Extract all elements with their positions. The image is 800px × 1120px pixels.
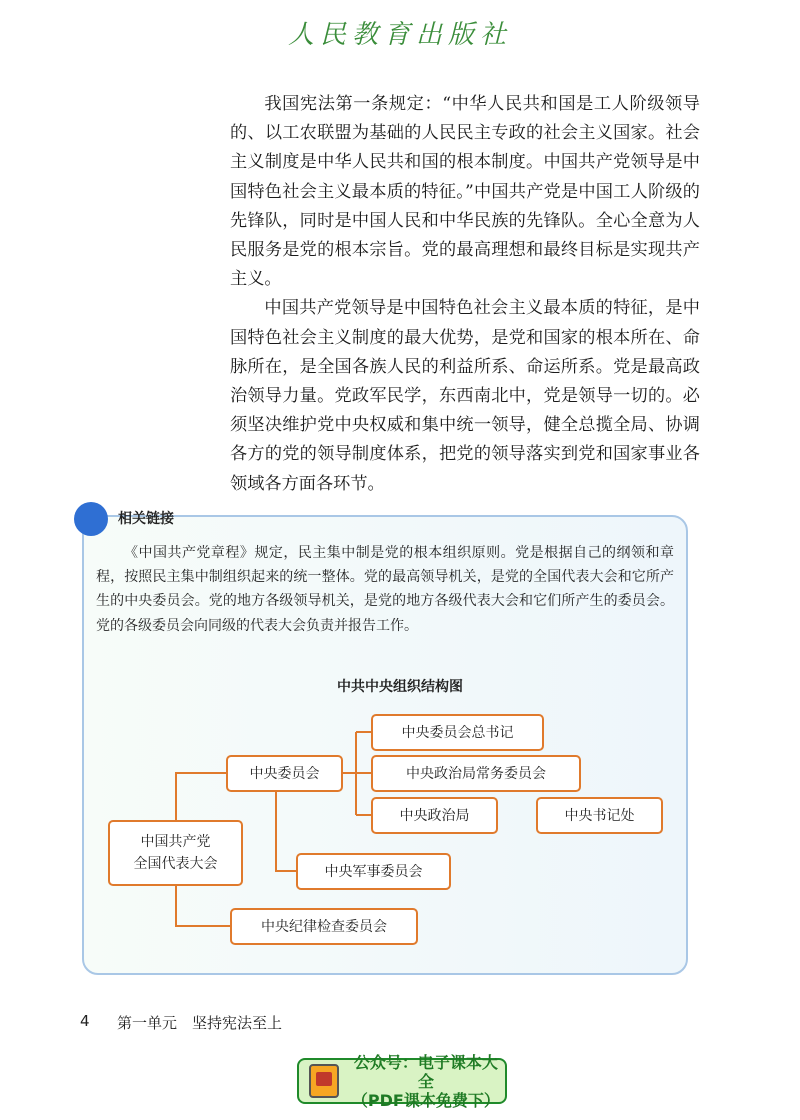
node-national-congress-line2: 全国代表大会 bbox=[133, 856, 218, 872]
watermark-banner bbox=[297, 1052, 507, 1110]
node-discipline-commission: 中央纪律检查委员会 bbox=[230, 908, 418, 945]
unit-title: 第一单元 坚持宪法至上 bbox=[117, 1014, 283, 1032]
watermark-line1: 公众号：电子课本大全 bbox=[353, 1052, 498, 1091]
node-military-commission: 中央军事委员会 bbox=[296, 853, 451, 890]
publisher-brand: 人民教育出版社 bbox=[287, 20, 512, 50]
node-central-committee: 中央委员会 bbox=[226, 755, 343, 792]
book-icon bbox=[309, 1064, 339, 1098]
connector-cc-to-military bbox=[276, 791, 296, 871]
watermark-text bbox=[347, 1053, 505, 1110]
node-national-congress bbox=[108, 820, 243, 886]
diagram-title: 中共中央组织结构图 bbox=[337, 679, 463, 695]
paragraph-1: 我国宪法第一条规定：“中华人民共和国是工人阶级领导的、以工农联盟为基础的人民民主专政的社会主义国家。社会主义制度是中华人民共和国的根本制度。中国共产党领导是中国特色社会主义最本质的特征。”中国共产党是中国工人阶级的先锋队，同时是中国人民和中华民族的先锋队。全心全意为人民服务是党的根本宗旨。党的最高理想和最终目标是实现共产主义。 bbox=[230, 94, 700, 290]
node-politburo-standing-committee: 中央政治局常务委员会 bbox=[371, 755, 581, 792]
node-general-secretary: 中央委员会总书记 bbox=[371, 714, 544, 751]
watermark-line2: （PDF课本免费下） bbox=[351, 1090, 500, 1110]
paragraph-2: 中国共产党领导是中国特色社会主义最本质的特征，是中国特色社会主义制度的最大优势，是党和国家的根本所在、命脉所在，是全国各族人民的利益所系、命运所系。党是最高政治领导力量。党政军民学，东西南北中，党是领导一切的。必须坚决维护党中央权威和集中统一领导，健全总揽全局、协调各方的党的领导制度体系，把党的领导落实到党和国家事业各领域各方面各环节。 bbox=[230, 298, 700, 494]
node-national-congress-line1: 中国共产党 bbox=[140, 834, 211, 850]
page-number: 4 bbox=[80, 1012, 90, 1030]
connector-congress-to-discipline bbox=[176, 886, 230, 926]
node-politburo: 中央政治局 bbox=[371, 797, 498, 834]
related-link-paragraph: 《中国共产党章程》规定，民主集中制是党的根本组织原则。党是根据自己的纲领和章程，按照民主集中制组织起来的统一整体。党的最高领导机关，是党的全国代表大会和它所产生的中央委员会。党的地方各级领导机关，是党的地方各级代表大会和它们所产生的委员会。党的各级委员会向同级的代表大会负责并报告工作。 bbox=[96, 545, 674, 634]
connector-congress-to-cc bbox=[176, 773, 226, 820]
related-link-title: 相关链接 bbox=[118, 511, 174, 527]
node-secretariat: 中央书记处 bbox=[536, 797, 663, 834]
